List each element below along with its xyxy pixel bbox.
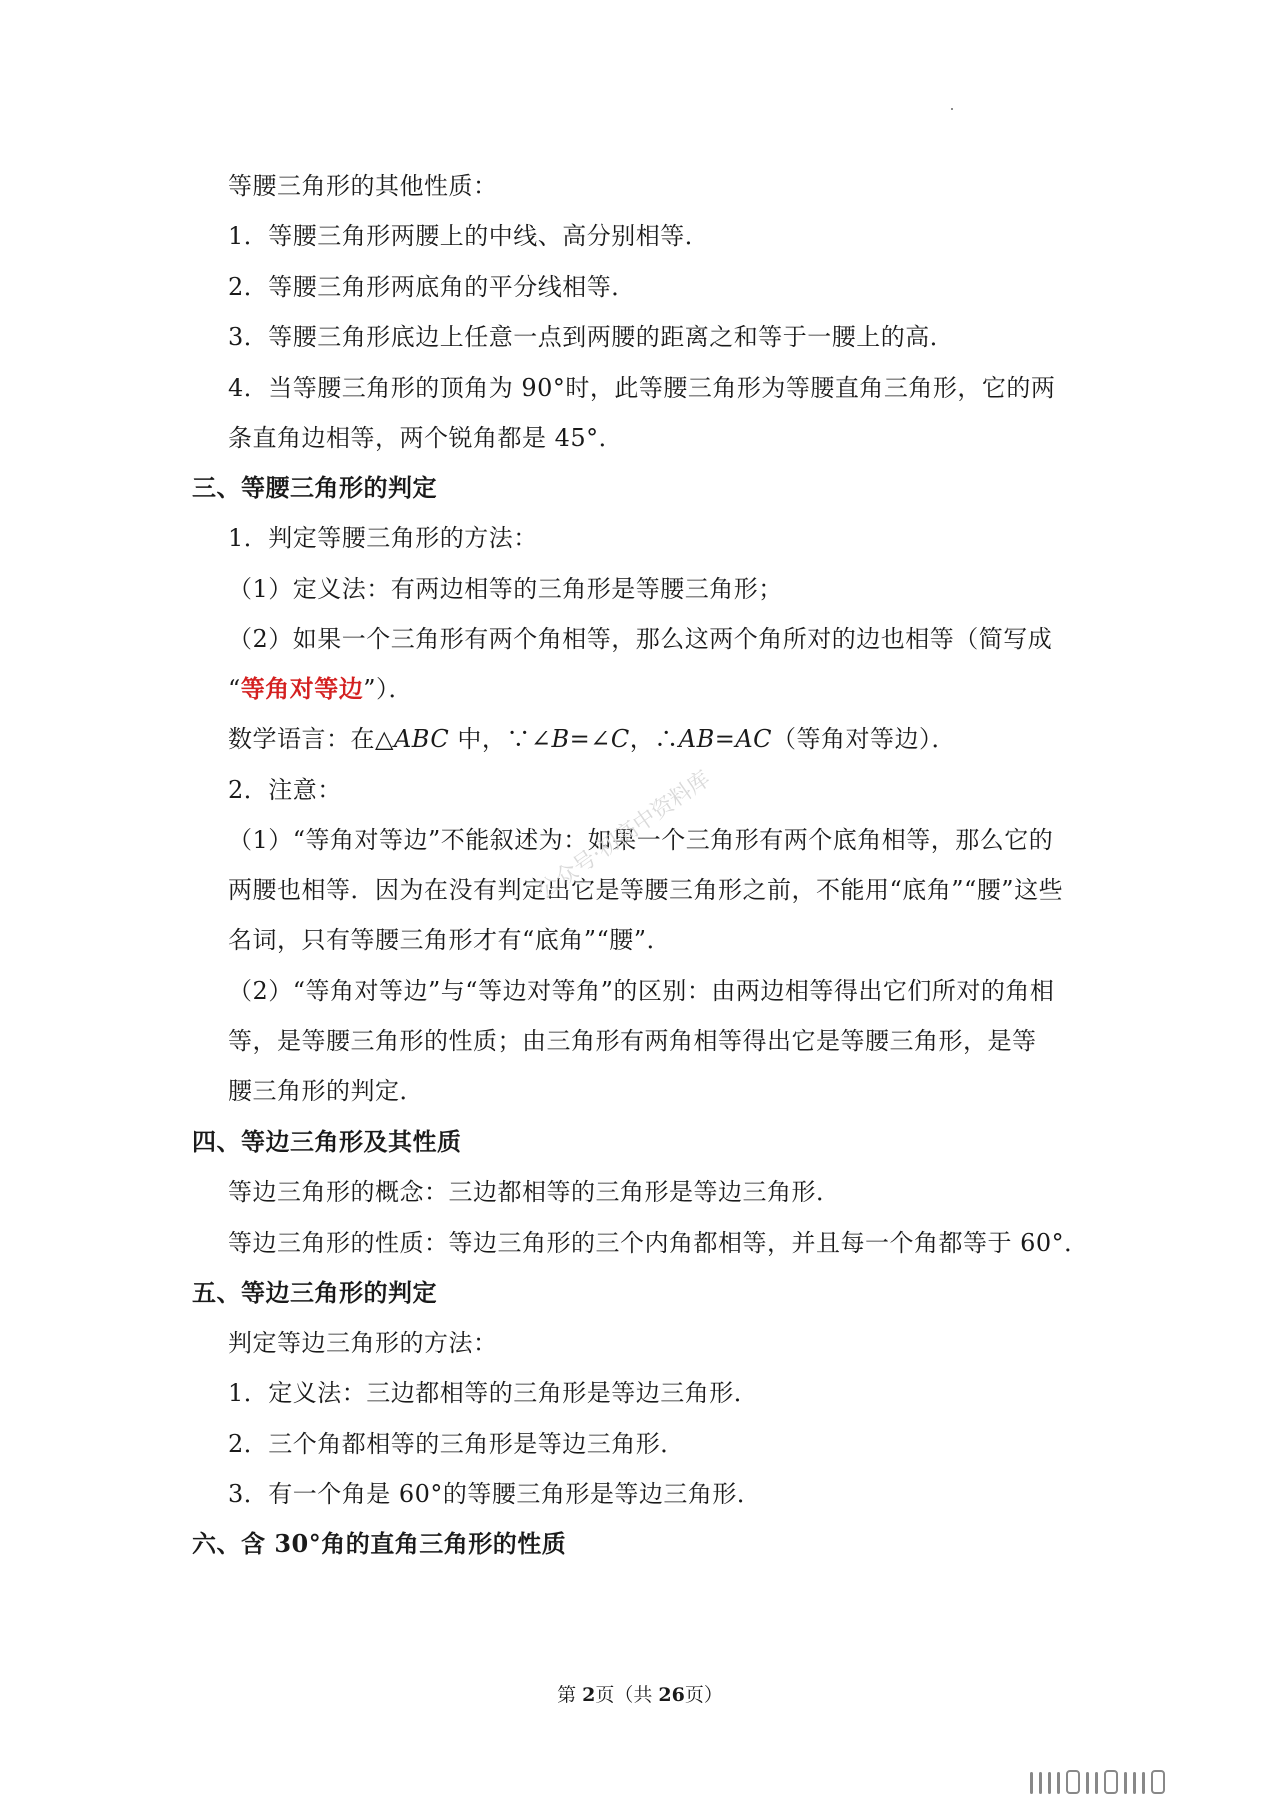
page-footer [0,1680,1280,1707]
text-line: 等边三角形的概念：三边都相等的三角形是等边三角形． [228,1178,841,1206]
text-fragment: 数学语言：在△ [228,725,394,753]
text-line: 条直角边相等，两个锐角都是 45°． [228,424,624,452]
text-fragment: “ [228,675,241,703]
text-fragment: 中，∵∠ [449,725,552,753]
logo-bar [1133,1772,1136,1794]
math-var: C [610,725,630,753]
text-line: 2．等腰三角形两底角的平分线相等． [228,273,636,301]
page-total: 26 [658,1684,685,1706]
section-heading: 四、等边三角形及其性质 [192,1127,462,1156]
text-line: （2）“等角对等边”与“等边对等角”的区别：由两边相等得出它们所对的角相 [228,977,1055,1005]
text-line: 1．定义法：三边都相等的三角形是等边三角形． [228,1379,759,1407]
logo-box [1151,1770,1165,1794]
watermark: 公众号·初高中资料库 [532,766,716,905]
math-statement [228,724,956,754]
text-line: 名词，只有等腰三角形才有“底角”“腰”． [228,926,672,954]
text-line: （2）如果一个三角形有两个角相等，那么这两个角所对的边也相等（简写成 [228,625,1053,653]
text-line: 两腰也相等．因为在没有判定出它是等腰三角形之前，不能用“底角”“腰”这些 [228,876,1064,904]
text-line: 2．注意： [228,776,342,804]
text-line: 2．三个角都相等的三角形是等边三角形． [228,1430,685,1458]
logo-bar [1057,1772,1060,1794]
math-var: AB [678,725,715,753]
text-line: 1．等腰三角形两腰上的中线、高分别相等． [228,222,710,250]
logo-bar [1124,1772,1127,1794]
logo-bar [1039,1772,1042,1794]
text-fragment: ”）． [363,675,414,703]
text-line: 等腰三角形的其他性质： [228,172,498,200]
logo-bar [1142,1772,1145,1794]
section-heading: 五、等边三角形的判定 [192,1278,437,1307]
scan-speck [951,108,953,110]
text-fragment: （等角对等边）． [772,725,957,753]
text-fragment: ，∴ [629,725,679,753]
text-line: （1）“等角对等边”不能叙述为：如果一个三角形有两个底角相等，那么它的 [228,826,1054,854]
logo-bar [1030,1772,1033,1794]
logo-bar [1095,1772,1098,1794]
footer-text: 第 [557,1684,583,1706]
footer-text: 页（共 [595,1684,659,1706]
text-line: 等，是等腰三角形的性质；由三角形有两角相等得出它是等腰三角形，是等 [228,1027,1037,1055]
section-heading: 六、含 30°角的直角三角形的性质 [192,1529,567,1558]
logo-bar [1048,1772,1051,1794]
math-var: ABC [393,725,450,753]
highlight-term: 等角对等边 [240,674,364,703]
text-line: 腰三角形的判定． [228,1077,424,1105]
section-heading: 三、等腰三角形的判定 [192,473,437,502]
text-line: 判定等边三角形的方法： [228,1329,498,1357]
text-line: （1）定义法：有两边相等的三角形是等腰三角形； [228,575,783,603]
footer-text: 页） [684,1684,723,1706]
text-line: 等边三角形的性质：等边三角形的三个内角都相等，并且每一个角都等于 60°． [228,1229,1089,1257]
text-line: 3．有一个角是 60°的等腰三角形是等边三角形． [228,1480,762,1508]
text-line [228,674,413,704]
page-number: 2 [582,1684,596,1706]
corner-logo [1030,1764,1254,1794]
text-fragment: = [714,725,736,753]
text-fragment: =∠ [569,725,611,753]
logo-box [1104,1770,1118,1794]
math-var: B [551,725,570,753]
text-line: 1．判定等腰三角形的方法： [228,524,538,552]
logo-bar [1086,1772,1089,1794]
text-line: 4．当等腰三角形的顶角为 90°时，此等腰三角形为等腰直角三角形，它的两 [228,374,1056,402]
logo-box [1066,1770,1080,1794]
text-line: 3．等腰三角形底边上任意一点到两腰的距离之和等于一腰上的高． [228,323,955,351]
math-var: AC [735,725,773,753]
